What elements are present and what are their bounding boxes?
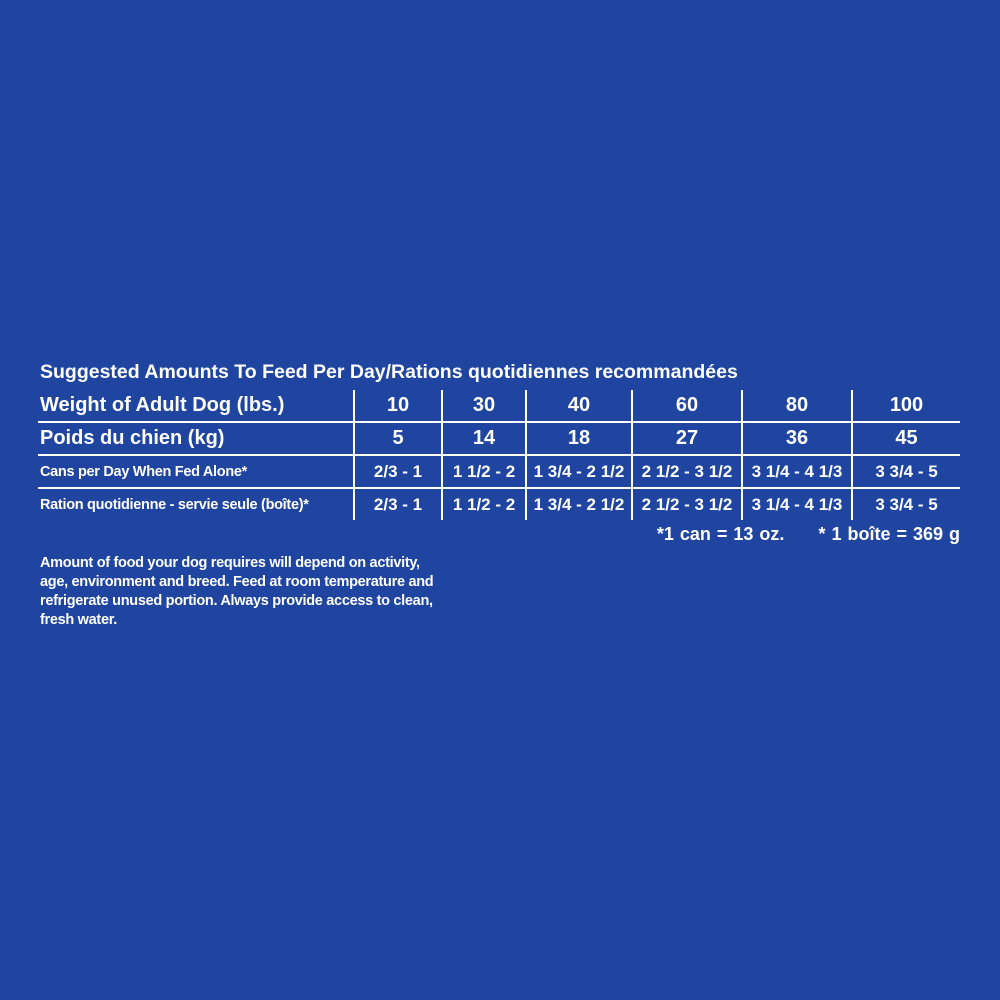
table-cell: 3 3/4 - 5 xyxy=(852,488,960,520)
row-label: Weight of Adult Dog (lbs.) xyxy=(38,390,354,422)
table-cell: 10 xyxy=(354,390,442,422)
table-row-weight-lbs xyxy=(38,390,960,422)
row-label: Cans per Day When Fed Alone* xyxy=(38,455,354,488)
table-cell: 2 1/2 - 3 1/2 xyxy=(632,488,742,520)
feeding-guide-title: Suggested Amounts To Feed Per Day/Rations quotidiennes recommandées xyxy=(40,361,738,383)
table-cell: 3 3/4 - 5 xyxy=(852,455,960,488)
table-cell: 1 1/2 - 2 xyxy=(442,455,526,488)
table-cell: 1 1/2 - 2 xyxy=(442,488,526,520)
table-cell: 45 xyxy=(852,422,960,455)
instruction-line: fresh water. xyxy=(40,612,117,628)
table-cell: 27 xyxy=(632,422,742,455)
boite-weight-note: * 1 boîte = 369 g xyxy=(818,524,960,544)
table-cell: 2/3 - 1 xyxy=(354,455,442,488)
table-cell: 100 xyxy=(852,390,960,422)
instruction-line: age, environment and breed. Feed at room temperature and xyxy=(40,574,434,590)
table-cell: 80 xyxy=(742,390,852,422)
table-cell: 18 xyxy=(526,422,632,455)
table-cell: 14 xyxy=(442,422,526,455)
table-row-cans-per-day xyxy=(38,455,960,488)
table-cell: 5 xyxy=(354,422,442,455)
table-cell: 36 xyxy=(742,422,852,455)
table-cell: 3 1/4 - 4 1/3 xyxy=(742,488,852,520)
table-cell: 2/3 - 1 xyxy=(354,488,442,520)
table-row-weight-kg xyxy=(38,422,960,455)
can-size-note xyxy=(657,524,960,545)
table-cell: 30 xyxy=(442,390,526,422)
instruction-line: refrigerate unused portion. Always provide access to clean, xyxy=(40,593,433,609)
feeding-instructions xyxy=(40,554,460,630)
table-row-ration-quotidienne xyxy=(38,488,960,520)
table-cell: 40 xyxy=(526,390,632,422)
table-cell: 3 1/4 - 4 1/3 xyxy=(742,455,852,488)
table-cell: 2 1/2 - 3 1/2 xyxy=(632,455,742,488)
table-cell: 1 3/4 - 2 1/2 xyxy=(526,488,632,520)
can-weight-note: *1 can = 13 oz. xyxy=(656,524,785,544)
table-cell: 60 xyxy=(632,390,742,422)
feeding-table xyxy=(38,390,960,520)
row-label: Poids du chien (kg) xyxy=(38,422,354,455)
table-cell: 1 3/4 - 2 1/2 xyxy=(526,455,632,488)
instruction-line: Amount of food your dog requires will depend on activity, xyxy=(40,555,420,571)
row-label: Ration quotidienne - servie seule (boîte)* xyxy=(40,496,309,513)
